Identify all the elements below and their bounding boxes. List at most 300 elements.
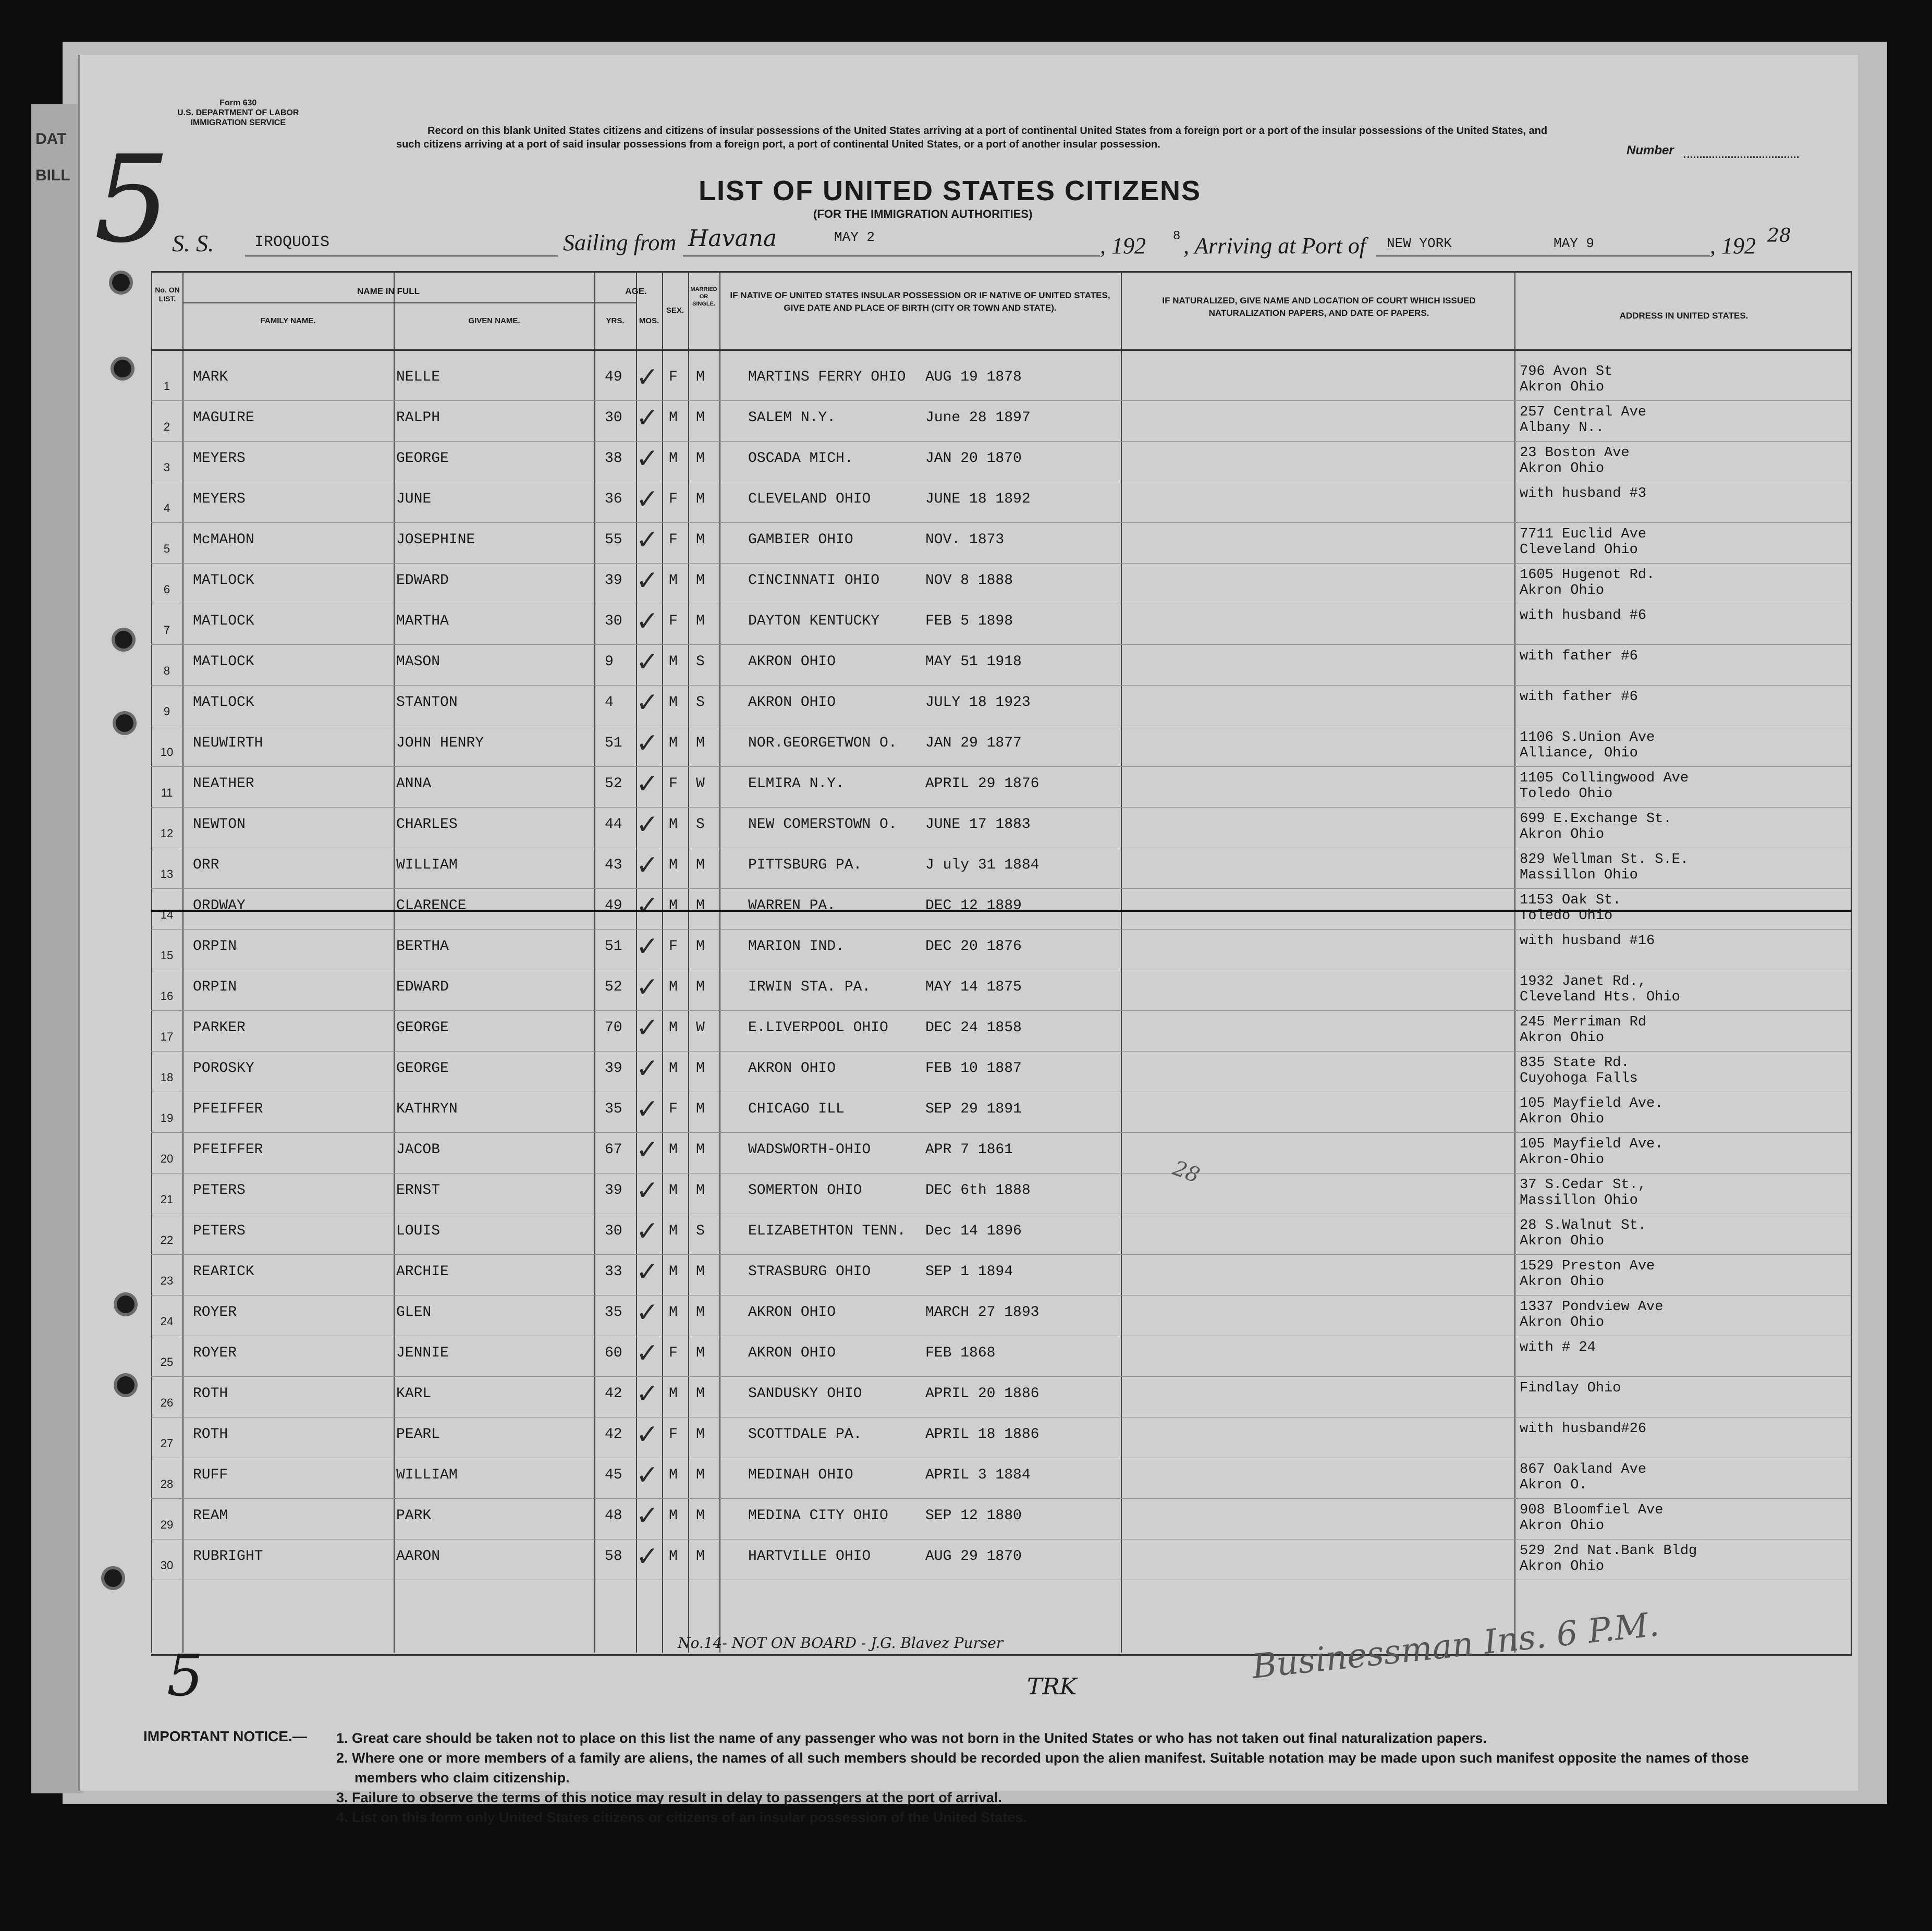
family-name: NEUWIRTH (193, 735, 263, 751)
row-number: 7 (163, 624, 170, 637)
check-mark: ✓ (636, 728, 659, 759)
sex: M (669, 1060, 678, 1077)
ship-underline (245, 255, 558, 256)
sex: M (669, 450, 678, 467)
address-line-1: with father #6 (1520, 649, 1638, 664)
age: 58 (605, 1548, 622, 1565)
family-name: ORPIN (193, 979, 237, 995)
intro-text: Record on this blank United States citizens and citizens of insular possessions of the United States arriving at a port of continental United States from a foreign port or a port of the insular possessions of the United States, and such citizens arriving at a port of said insular possessions from a foreign port, a port of continental United States, or a port of another insular possession. (396, 125, 1548, 150)
sex: F (669, 1426, 678, 1443)
row-number: 22 (160, 1233, 174, 1246)
address-line-2: Akron Ohio (1520, 1030, 1605, 1046)
row-divider (151, 1498, 1851, 1499)
row-divider (151, 644, 1851, 645)
punch-hole (104, 1569, 122, 1587)
marital-status: M (696, 735, 705, 751)
given-name: EDWARD (396, 572, 449, 589)
col-line (688, 271, 689, 1653)
age: 70 (605, 1020, 622, 1036)
row-divider (151, 1051, 1851, 1052)
row-number: 8 (163, 664, 170, 677)
number-line (1684, 156, 1799, 158)
page-mark-bottom: 5 (167, 1642, 203, 1709)
birth-place: MARTINS FERRY OHIO (748, 369, 906, 385)
birth-place: AKRON OHIO (748, 1345, 836, 1361)
given-name: CHARLES (396, 816, 458, 833)
row-number: 5 (163, 542, 170, 555)
notice-item: 2. Where one or more members of a family are aliens, the names of all such members should be recorded upon the alien manifest. Suitable notation may be made upon such manifest opposite the names of those members who claim citizenship. (336, 1750, 1749, 1786)
address-line-2: Cuyohoga Falls (1520, 1071, 1638, 1086)
family-name: REARICK (193, 1264, 254, 1280)
birth-date: DEC 24 1858 (925, 1020, 1022, 1036)
marital-status: W (696, 1020, 705, 1036)
arrival-year: 28 (1767, 225, 1791, 247)
sex: F (669, 369, 678, 385)
marital-status: M (696, 938, 705, 955)
address-line-1: with father #6 (1520, 689, 1638, 705)
birth-place: AKRON OHIO (748, 694, 836, 711)
birth-date: NOV 8 1888 (925, 572, 1013, 589)
sex: M (669, 1142, 678, 1158)
age: 35 (605, 1101, 622, 1117)
marital-status: M (696, 1182, 705, 1199)
address-line-2: Massillon Ohio (1520, 867, 1638, 883)
address-line-2: Toledo Ohio (1520, 908, 1613, 924)
birth-place: ELMIRA N.Y. (748, 776, 845, 792)
sex: M (669, 735, 678, 751)
row-number: 27 (160, 1437, 174, 1450)
address-line-1: 105 Mayfield Ave. (1520, 1096, 1664, 1111)
row-number: 23 (160, 1274, 174, 1287)
given-name: PARK (396, 1508, 432, 1524)
marital-status: M (696, 1101, 705, 1117)
birth-date: MARCH 27 1893 (925, 1304, 1040, 1321)
birth-date: SEP 12 1880 (925, 1508, 1022, 1524)
check-mark: ✓ (636, 1501, 659, 1531)
punch-hole (117, 1376, 134, 1394)
given-name: WILLIAM (396, 1467, 458, 1483)
punch-hole (117, 1296, 134, 1313)
given-name: MASON (396, 654, 441, 670)
address-line-1: 867 Oakland Ave (1520, 1462, 1647, 1477)
notice-item: 4. List on this form only United States citizens or citizens of an insular possession of the United States. (336, 1810, 1027, 1825)
row-number: 20 (160, 1152, 174, 1165)
birth-place: MEDINAH OHIO (748, 1467, 853, 1483)
check-mark: ✓ (636, 444, 659, 474)
sex: M (669, 1304, 678, 1321)
header-family: FAMILY NAME. (260, 316, 316, 325)
header-yrs: YRS. (606, 316, 625, 325)
marital-status: M (696, 1508, 705, 1524)
birth-place: MARION IND. (748, 938, 845, 955)
check-mark: ✓ (636, 850, 659, 881)
row-divider (151, 1295, 1851, 1296)
check-mark: ✓ (636, 606, 659, 637)
birth-place: GAMBIER OHIO (748, 532, 853, 548)
age: 38 (605, 450, 622, 467)
family-name: NEATHER (193, 776, 254, 792)
sex: M (669, 1386, 678, 1402)
birth-place: SOMERTON OHIO (748, 1182, 862, 1199)
age: 49 (605, 898, 622, 914)
page-subtitle: (FOR THE IMMIGRATION AUTHORITIES) (813, 207, 1033, 221)
birth-date: JUNE 17 1883 (925, 816, 1031, 833)
birth-place: SALEM N.Y. (748, 410, 836, 426)
age: 36 (605, 491, 622, 507)
marital-status: M (696, 410, 705, 426)
check-mark: ✓ (636, 932, 659, 962)
given-name: JACOB (396, 1142, 441, 1158)
row-number: 4 (163, 502, 170, 515)
family-name: MAGUIRE (193, 410, 254, 426)
marital-status: M (696, 450, 705, 467)
address-line-2: Akron-Ohio (1520, 1152, 1605, 1168)
sex: M (669, 857, 678, 873)
check-mark: ✓ (636, 1460, 659, 1490)
address-line-1: 245 Merriman Rd (1520, 1015, 1647, 1030)
row-number: 21 (160, 1193, 174, 1206)
check-mark: ✓ (636, 769, 659, 799)
sailing-date: MAY 2 (834, 229, 875, 245)
row-number: 18 (160, 1071, 174, 1084)
marital-status: M (696, 1264, 705, 1280)
age: 30 (605, 613, 622, 629)
given-name: KARL (396, 1386, 432, 1402)
sex: M (669, 1467, 678, 1483)
row-divider (151, 888, 1851, 889)
birth-place: WARREN PA. (748, 898, 836, 914)
birth-place: ELIZABETHTON TENN. (748, 1223, 906, 1239)
year-digit: 8 (1173, 229, 1181, 243)
check-mark: ✓ (636, 1176, 659, 1206)
marital-status: M (696, 572, 705, 589)
age: 48 (605, 1508, 622, 1524)
birth-date: DEC 20 1876 (925, 938, 1022, 955)
passenger-table (151, 271, 1852, 1656)
marital-status: M (696, 1345, 705, 1361)
row-number: 2 (163, 420, 170, 433)
family-name: ORPIN (193, 938, 237, 955)
address-line-1: 1932 Janet Rd., (1520, 974, 1647, 989)
check-mark: ✓ (636, 566, 659, 596)
birth-date: SEP 29 1891 (925, 1101, 1022, 1117)
row-divider (151, 1132, 1851, 1133)
age: 67 (605, 1142, 622, 1158)
row-divider (151, 929, 1851, 930)
address-line-2: Akron Ohio (1520, 1518, 1605, 1534)
row-number: 6 (163, 583, 170, 596)
address-line-1: 105 Mayfield Ave. (1520, 1136, 1664, 1152)
marital-status: M (696, 1467, 705, 1483)
stub-text-dat: DAT (35, 130, 67, 148)
row-divider (151, 1376, 1851, 1377)
age: 30 (605, 1223, 622, 1239)
header-address: ADDRESS IN UNITED STATES. (1619, 311, 1748, 321)
family-name: PETERS (193, 1182, 246, 1199)
row-divider (151, 1173, 1851, 1174)
address-line-1: Findlay Ohio (1520, 1380, 1621, 1396)
sex: M (669, 1182, 678, 1199)
address-line-1: 1105 Collingwood Ave (1520, 771, 1689, 786)
row-number: 30 (160, 1559, 174, 1572)
address-line-2: Akron Ohio (1520, 461, 1605, 476)
check-mark: ✓ (636, 1298, 659, 1328)
address-line-1: 796 Avon St (1520, 364, 1613, 380)
address-line-1: with husband #3 (1520, 486, 1647, 502)
age: 33 (605, 1264, 622, 1280)
address-line-1: 1106 S.Union Ave (1520, 730, 1655, 745)
birth-place: MEDINA CITY OHIO (748, 1508, 888, 1524)
given-name: ARCHIE (396, 1264, 449, 1280)
row-number: 17 (160, 1030, 174, 1043)
birth-date: FEB 5 1898 (925, 613, 1013, 629)
name-age-rule (182, 302, 636, 303)
col-line (594, 271, 595, 1653)
header-naturalized: IF NATURALIZED, GIVE NAME AND LOCATION OF COURT WHICH ISSUED NATURALIZATION PAPERS, AND DATE OF PAPERS. (1162, 296, 1476, 318)
row-divider (151, 400, 1851, 401)
arrival-year-prefix: , 192 (1710, 233, 1756, 259)
marital-status: M (696, 1060, 705, 1077)
arrival-date: MAY 9 (1554, 236, 1595, 251)
family-name: MATLOCK (193, 572, 254, 589)
given-name: STANTON (396, 694, 458, 711)
given-name: RALPH (396, 410, 441, 426)
check-mark: ✓ (636, 810, 659, 840)
sex: F (669, 532, 678, 548)
address-line-1: 28 S.Walnut St. (1520, 1218, 1647, 1233)
age: 52 (605, 979, 622, 995)
header-mos: MOS. (639, 316, 659, 325)
birth-place: SCOTTDALE PA. (748, 1426, 862, 1443)
given-name: BERTHA (396, 938, 449, 955)
check-mark: ✓ (636, 1420, 659, 1450)
row-divider (151, 807, 1851, 808)
family-name: MEYERS (193, 450, 246, 467)
age: 39 (605, 1060, 622, 1077)
birth-place: STRASBURG OHIO (748, 1264, 871, 1280)
family-name: MARK (193, 369, 228, 385)
birth-date: FEB 1868 (925, 1345, 996, 1361)
signoff: TRK (1027, 1673, 1077, 1700)
family-name: ROTH (193, 1386, 228, 1402)
marital-status: S (696, 816, 705, 833)
family-name: REAM (193, 1508, 228, 1524)
address-line-1: 7711 Euclid Ave (1520, 527, 1647, 542)
row-number: 14 (160, 908, 174, 921)
notice-title: IMPORTANT NOTICE.— (143, 1728, 307, 1744)
stub-text-bill: BILL (35, 167, 70, 184)
address-line-2: Akron Ohio (1520, 380, 1605, 395)
row-divider (151, 685, 1851, 686)
check-mark: ✓ (636, 1135, 659, 1165)
check-mark: ✓ (636, 1257, 659, 1287)
notice-list (336, 1728, 1796, 1827)
row-divider (151, 1010, 1851, 1011)
sex: M (669, 1264, 678, 1280)
address-line-1: with husband #16 (1520, 933, 1655, 949)
given-name: EDWARD (396, 979, 449, 995)
check-mark: ✓ (636, 362, 659, 393)
age: 35 (605, 1304, 622, 1321)
bottom-note: Businessman Ins. 6 P.M. (1250, 1605, 1661, 1686)
address-line-2: Akron O. (1520, 1477, 1587, 1493)
birth-place: E.LIVERPOOL OHIO (748, 1020, 888, 1036)
header-sex: SEX. (666, 306, 684, 315)
row-14-strikethrough (151, 910, 1851, 912)
birth-date: J uly 31 1884 (925, 857, 1040, 873)
family-name: ROYER (193, 1345, 237, 1361)
arrival-port: NEW YORK (1387, 236, 1452, 251)
sex: M (669, 694, 678, 711)
birth-place: NOR.GEORGETWON O. (748, 735, 897, 751)
form-header (177, 98, 299, 128)
birth-place: CLEVELAND OHIO (748, 491, 871, 507)
row-number: 29 (160, 1518, 174, 1531)
birth-place: PITTSBURG PA. (748, 857, 862, 873)
age: 45 (605, 1467, 622, 1483)
address-line-2: Alliance, Ohio (1520, 745, 1638, 761)
check-mark: ✓ (636, 525, 659, 555)
given-name: PEARL (396, 1426, 441, 1443)
address-line-2: Toledo Ohio (1520, 786, 1613, 802)
family-name: MEYERS (193, 491, 246, 507)
row-divider (151, 766, 1851, 767)
address-line-1: 829 Wellman St. S.E. (1520, 852, 1689, 867)
address-line-2: Akron Ohio (1520, 1111, 1605, 1127)
marital-status: M (696, 613, 705, 629)
given-name: AARON (396, 1548, 441, 1565)
birth-place: CHICAGO ILL (748, 1101, 845, 1117)
age: 39 (605, 1182, 622, 1199)
check-mark: ✓ (636, 1094, 659, 1125)
birth-date: DEC 6th 1888 (925, 1182, 1031, 1199)
header-bottom-rule (151, 349, 1851, 351)
address-line-1: 1529 Preston Ave (1520, 1258, 1655, 1274)
sex: F (669, 491, 678, 507)
marital-status: M (696, 1426, 705, 1443)
header-birth: IF NATIVE OF UNITED STATES INSULAR POSSESSION OR IF NATIVE OF UNITED STATES, GIVE DATE AND PLACE OF BIRTH (CITY OR TOWN AND STATE). (730, 290, 1110, 313)
header-given: GIVEN NAME. (468, 316, 520, 325)
birth-place: NEW COMERSTOWN O. (748, 816, 897, 833)
birth-place: HARTVILLE OHIO (748, 1548, 871, 1565)
age: 30 (605, 410, 622, 426)
address-line-1: 1605 Hugenot Rd. (1520, 567, 1655, 583)
check-mark: ✓ (636, 972, 659, 1003)
col-line (719, 271, 720, 1653)
year-prefix: , 192 (1100, 233, 1146, 259)
row-number: 10 (160, 745, 174, 759)
address-line-2: Akron Ohio (1520, 583, 1605, 598)
given-name: ERNST (396, 1182, 441, 1199)
birth-date: JAN 20 1870 (925, 450, 1022, 467)
birth-place: OSCADA MICH. (748, 450, 853, 467)
age: 39 (605, 572, 622, 589)
birth-date: SEP 1 1894 (925, 1264, 1013, 1280)
sex: M (669, 979, 678, 995)
given-name: GEORGE (396, 450, 449, 467)
marital-status: M (696, 1548, 705, 1565)
age: 43 (605, 857, 622, 873)
marital-status: M (696, 1304, 705, 1321)
birth-place: AKRON OHIO (748, 1060, 836, 1077)
birth-date: APRIL 18 1886 (925, 1426, 1040, 1443)
notice-item: 3. Failure to observe the terms of this notice may result in delay to passengers at the port of arrival. (336, 1790, 1002, 1805)
page-mark: 5 (94, 130, 170, 270)
birth-place: SANDUSKY OHIO (748, 1386, 862, 1402)
birth-date: DEC 12 1889 (925, 898, 1022, 914)
given-name: GEORGE (396, 1020, 449, 1036)
birth-date: APR 7 1861 (925, 1142, 1013, 1158)
sex: F (669, 613, 678, 629)
row-divider (151, 522, 1851, 523)
marital-status: M (696, 979, 705, 995)
birth-date: AUG 29 1870 (925, 1548, 1022, 1565)
check-mark: ✓ (636, 403, 659, 433)
birth-date: JAN 29 1877 (925, 735, 1022, 751)
row-number: 3 (163, 461, 170, 474)
marital-status: W (696, 776, 705, 792)
birth-date: APRIL 20 1886 (925, 1386, 1040, 1402)
row-number: 1 (163, 380, 170, 393)
given-name: JOHN HENRY (396, 735, 484, 751)
family-name: ORR (193, 857, 219, 873)
service: IMMIGRATION SERVICE (190, 118, 286, 127)
family-name: NEWTON (193, 816, 246, 833)
marital-status: M (696, 491, 705, 507)
birth-date: JUNE 18 1892 (925, 491, 1031, 507)
given-name: JOSEPHINE (396, 532, 475, 548)
sailing-label: Sailing from (563, 230, 677, 255)
header-name: NAME IN FULL (357, 286, 420, 296)
row-divider (151, 441, 1851, 442)
punch-hole (116, 714, 133, 732)
family-name: RUBRIGHT (193, 1548, 263, 1565)
check-mark: ✓ (636, 484, 659, 515)
row-number: 28 (160, 1477, 174, 1490)
row-number: 16 (160, 989, 174, 1003)
marital-status: M (696, 1386, 705, 1402)
row-divider (151, 1254, 1851, 1255)
family-name: RUFF (193, 1467, 228, 1483)
birth-date: AUG 19 1878 (925, 369, 1022, 385)
check-mark: ✓ (636, 1013, 659, 1043)
sex: M (669, 898, 678, 914)
col-line (1121, 271, 1122, 1653)
punch-hole (114, 360, 131, 377)
given-name: MARTHA (396, 613, 449, 629)
marital-status: M (696, 369, 705, 385)
birth-place: CINCINNATI OHIO (748, 572, 880, 589)
age: 52 (605, 776, 622, 792)
marital-status: M (696, 532, 705, 548)
header-age: AGE. (625, 286, 647, 296)
family-name: ROTH (193, 1426, 228, 1443)
given-name: CLARENCE (396, 898, 467, 914)
sex: M (669, 1508, 678, 1524)
marital-status: M (696, 857, 705, 873)
arrival-underline (1376, 255, 1710, 256)
marital-status: S (696, 654, 705, 670)
birth-date: APRIL 29 1876 (925, 776, 1040, 792)
address-line-1: 1153 Oak St. (1520, 893, 1621, 908)
age: 49 (605, 369, 622, 385)
address-line-1: 1337 Pondview Ave (1520, 1299, 1664, 1315)
ship-name: IROQUOIS (254, 234, 330, 251)
age: 4 (605, 694, 614, 711)
family-name: POROSKY (193, 1060, 254, 1077)
sailing-underline (683, 255, 1100, 256)
birth-date: NOV. 1873 (925, 532, 1005, 548)
